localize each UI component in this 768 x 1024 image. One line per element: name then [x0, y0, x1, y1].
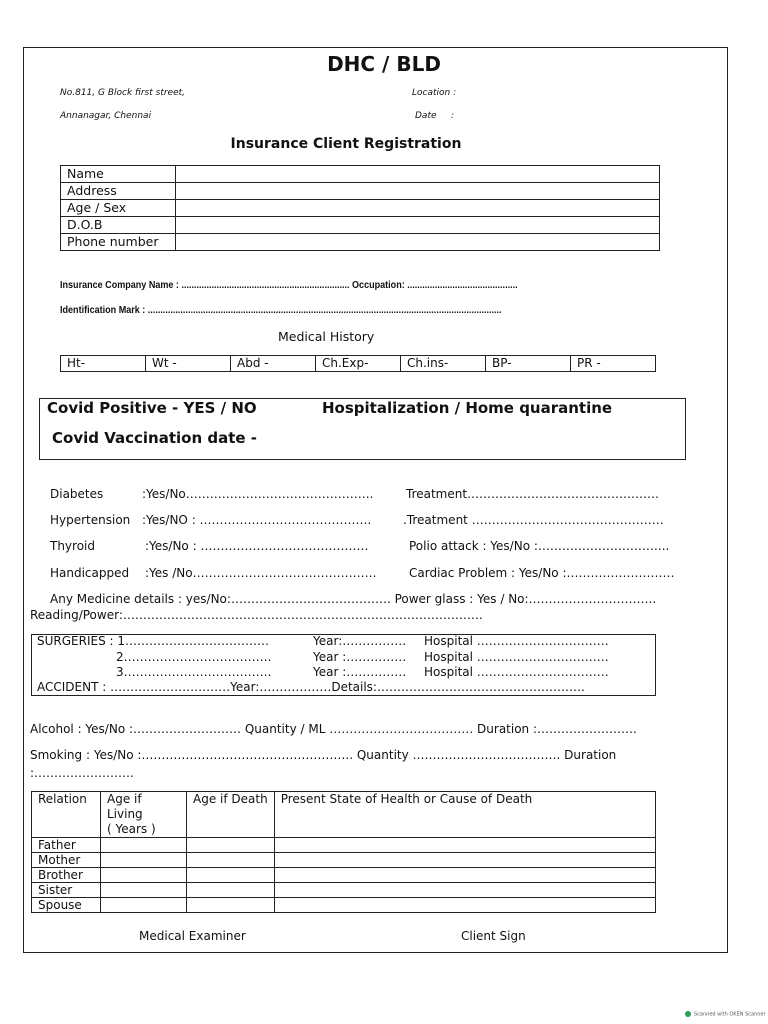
- surgery-2-hospital[interactable]: Hospital ……………………………: [424, 650, 609, 664]
- phone-label: Phone number: [61, 234, 176, 251]
- hospitalization[interactable]: Hospitalization / Home quarantine: [322, 399, 613, 417]
- dob-field[interactable]: [176, 217, 660, 234]
- surgery-2-field[interactable]: 2……………………………….: [116, 650, 272, 664]
- brother-health[interactable]: [274, 868, 655, 883]
- handicapped-field[interactable]: :Yes /No……………………………………….: [145, 566, 377, 580]
- sister-age-living[interactable]: [101, 883, 187, 898]
- relation-father: Father: [32, 838, 101, 853]
- table-row: [61, 234, 660, 251]
- height-cell[interactable]: Ht-: [61, 356, 146, 372]
- name-field[interactable]: [176, 166, 660, 183]
- family-history-table: [31, 791, 656, 913]
- address-field[interactable]: [176, 183, 660, 200]
- name-label: Name: [61, 166, 176, 183]
- spouse-health[interactable]: [274, 898, 655, 913]
- table-row: [61, 166, 660, 183]
- phone-field[interactable]: [176, 234, 660, 251]
- surgery-2-year[interactable]: Year :……………: [313, 650, 407, 664]
- father-age-living[interactable]: [101, 838, 187, 853]
- spouse-age-death[interactable]: [187, 898, 275, 913]
- table-row: [32, 868, 656, 883]
- polio-field[interactable]: Polio attack : Yes/No :…………………………...: [409, 539, 670, 553]
- date-label: Date: [415, 111, 437, 121]
- address-line-2: Annanagar, Chennai: [60, 111, 152, 121]
- relation-header: Relation: [32, 792, 101, 838]
- medical-history-table: [60, 355, 656, 372]
- mother-health[interactable]: [274, 853, 655, 868]
- reading-power-line[interactable]: Reading/Power:………………………………………………………………………………: [30, 608, 483, 622]
- client-info-table: [60, 165, 660, 251]
- cardiac-field[interactable]: Cardiac Problem : Yes/No :………………………: [409, 566, 675, 580]
- pulse-rate-cell[interactable]: PR -: [571, 356, 656, 372]
- handicapped-label: Handicapped: [50, 566, 130, 580]
- mother-age-living[interactable]: [101, 853, 187, 868]
- father-age-death[interactable]: [187, 838, 275, 853]
- age-sex-field[interactable]: [176, 200, 660, 217]
- scanner-watermark: [685, 1011, 766, 1018]
- bp-cell[interactable]: BP-: [486, 356, 571, 372]
- medical-examiner-label: Medical Examiner: [139, 929, 246, 943]
- table-row: [61, 200, 660, 217]
- scanner-watermark-text: Scanned with OKEN Scanner: [694, 1011, 766, 1018]
- surgery-3-hospital[interactable]: Hospital ……………………………: [424, 665, 609, 679]
- diabetes-label: Diabetes: [50, 487, 104, 501]
- surgery-1-field[interactable]: SURGERIES : 1………………………………: [37, 634, 270, 648]
- insurance-company-line[interactable]: Insurance Company Name : ................................................................... Occupation: ............................................: [60, 279, 518, 291]
- table-row: [61, 183, 660, 200]
- dob-label: D.O.B: [61, 217, 176, 234]
- chest-expiration-cell[interactable]: Ch.Exp-: [316, 356, 401, 372]
- medicine-power-glass-line[interactable]: Any Medicine details : yes/No:…………………………………. Power glass : Yes / No:…………………………..: [50, 592, 657, 606]
- covid-positive[interactable]: Covid Positive - YES / NO: [47, 399, 257, 417]
- hypertension-treatment-field[interactable]: .Treatment …………………………………………: [403, 513, 664, 527]
- relation-mother: Mother: [32, 853, 101, 868]
- table-row: [32, 838, 656, 853]
- surgery-1-year[interactable]: Year:…………….: [313, 634, 407, 648]
- date-colon: :: [451, 111, 455, 121]
- sister-age-death[interactable]: [187, 883, 275, 898]
- weight-cell[interactable]: Wt -: [146, 356, 231, 372]
- spouse-age-living[interactable]: [101, 898, 187, 913]
- form-title: Insurance Client Registration: [230, 136, 462, 152]
- table-row: [32, 898, 656, 913]
- mother-age-death[interactable]: [187, 853, 275, 868]
- brother-age-death[interactable]: [187, 868, 275, 883]
- age-death-header: Age if Death: [187, 792, 275, 838]
- thyroid-field[interactable]: :Yes/No : ……………………………………: [145, 539, 369, 553]
- brother-age-living[interactable]: [101, 868, 187, 883]
- surgery-1-hospital[interactable]: Hospital ……………………………: [424, 634, 609, 648]
- smoking-duration-line[interactable]: :…………………….: [30, 766, 134, 780]
- abdomen-cell[interactable]: Abd -: [231, 356, 316, 372]
- identification-mark-line[interactable]: Identification Mark : .............................................................................................................................................: [60, 304, 502, 316]
- address-line-1: No.811, G Block first street,: [60, 88, 186, 98]
- scanner-logo-icon: [685, 1011, 691, 1017]
- address-label: Address: [61, 183, 176, 200]
- diabetes-field[interactable]: :Yes/No………………………………………..: [142, 487, 374, 501]
- age-sex-label: Age / Sex: [61, 200, 176, 217]
- age-living-header: Age if Living ( Years ): [101, 792, 187, 838]
- hypertension-label: Hypertension: [50, 513, 131, 527]
- hypertension-field[interactable]: :Yes/NO : …………………………………….: [142, 513, 372, 527]
- alcohol-line[interactable]: Alcohol : Yes/No :……………………… Quantity / ML ……………………………… Duration :…………………….: [30, 722, 637, 736]
- smoking-line[interactable]: Smoking : Yes/No :…………………………………………….. Quantity ………………………………. Duration: [30, 748, 617, 762]
- relation-spouse: Spouse: [32, 898, 101, 913]
- clinic-title: DHC / BLD: [327, 52, 441, 76]
- client-sign-label: Client Sign: [461, 929, 526, 943]
- father-health[interactable]: [274, 838, 655, 853]
- chest-inspiration-cell[interactable]: Ch.ins-: [401, 356, 486, 372]
- table-row: [32, 853, 656, 868]
- relation-brother: Brother: [32, 868, 101, 883]
- surgery-3-field[interactable]: 3……………………………….: [116, 665, 272, 679]
- accident-line[interactable]: ACCIDENT : …………………………Year:………………Details:…………………………………………….: [37, 680, 585, 694]
- table-row: [32, 883, 656, 898]
- health-cause-header: Present State of Health or Cause of Death: [274, 792, 655, 838]
- thyroid-label: Thyroid: [50, 539, 95, 553]
- surgery-3-year[interactable]: Year :……………: [313, 665, 407, 679]
- table-row: [61, 217, 660, 234]
- location-label: Location :: [412, 88, 457, 98]
- medical-history-title: Medical History: [278, 329, 375, 344]
- relation-sister: Sister: [32, 883, 101, 898]
- diabetes-treatment-field[interactable]: Treatment…………………………………………: [406, 487, 660, 501]
- covid-vaccination[interactable]: Covid Vaccination date -: [52, 429, 257, 447]
- sister-health[interactable]: [274, 883, 655, 898]
